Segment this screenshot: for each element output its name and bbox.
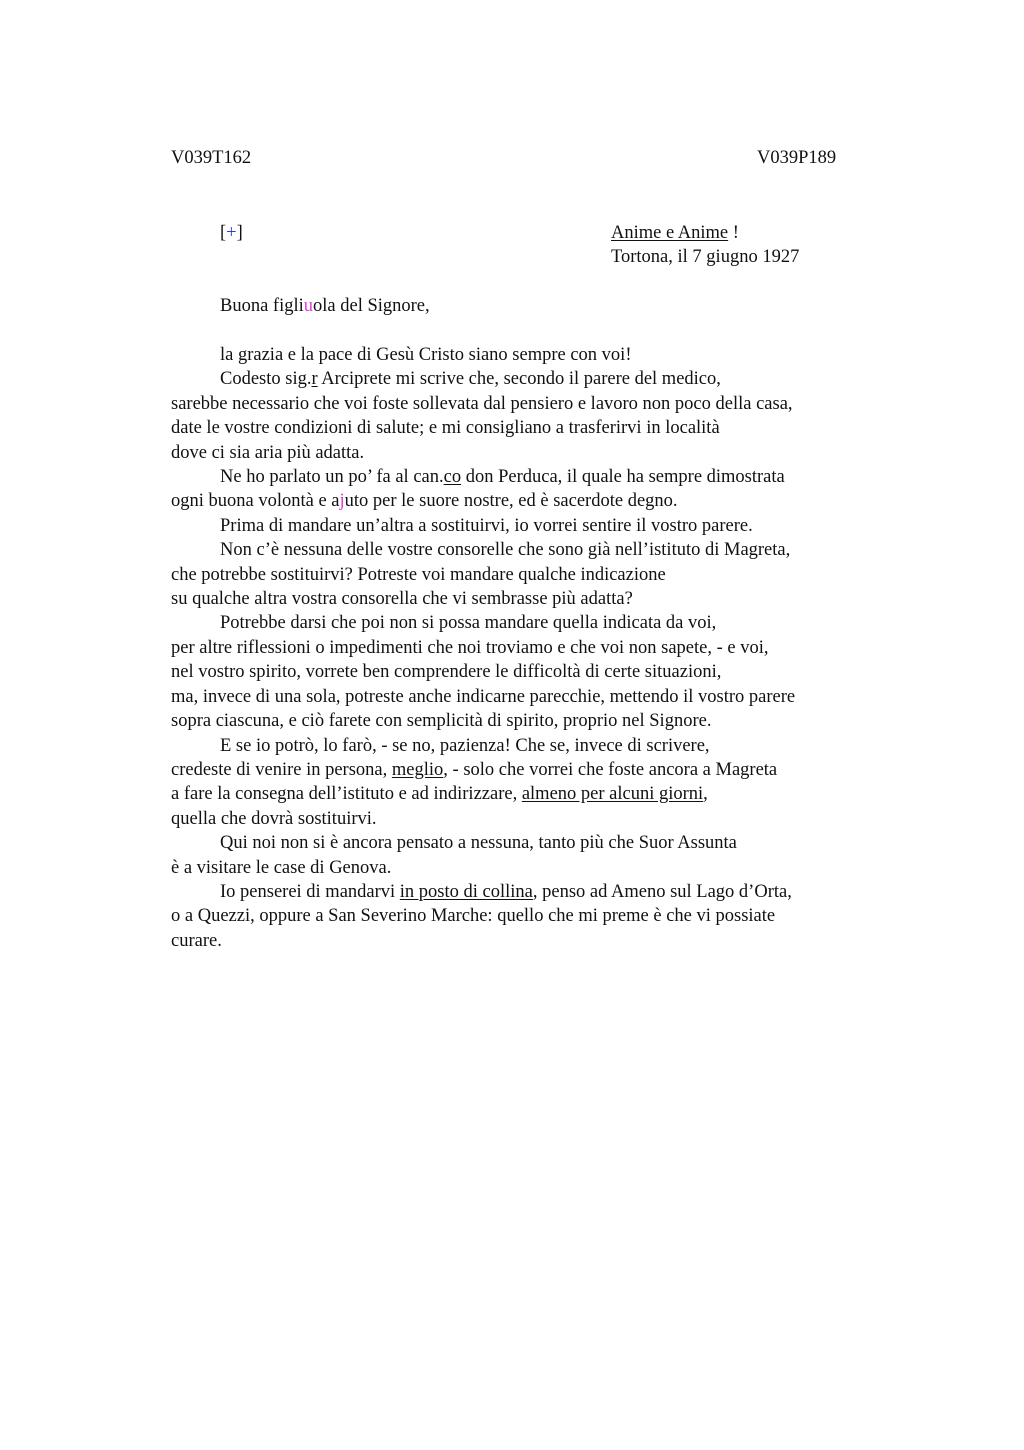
plus-marker <box>220 221 243 245</box>
text-line: date le vostre condizioni di salute; e mi consigliano a trasferirvi in località <box>171 418 720 439</box>
title-suffix: ! <box>728 223 739 243</box>
text-line: o a Quezzi, oppure a San Severino Marche: quello che mi preme è che vi possiate <box>171 906 776 927</box>
text-line: la grazia e la pace di Gesù Cristo siano sempre con voi! <box>220 345 632 365</box>
text-line: sarebbe necessario che voi foste sollevata dal pensiero e lavoro non poco della casa, <box>171 393 793 414</box>
text-line: Io penserei di mandarvi in posto di collina, penso ad Ameno sul Lago d’Orta, <box>220 881 792 902</box>
highlighted-letter: j <box>339 491 345 512</box>
text-line: quella che dovrà sostituirvi. <box>171 808 377 829</box>
text-line: Prima di mandare un’altra a sostituirvi, io vorrei sentire il vostro parere. <box>220 515 753 536</box>
salutation: Buona figliuola del Signore, <box>220 296 430 316</box>
header-right-code: V039P189 <box>757 148 837 168</box>
text-line: Qui noi non si è ancora pensato a nessuna, tanto più che Suor Assunta <box>220 833 737 854</box>
text-line: è a visitare le case di Genova. <box>171 857 392 878</box>
text-line: Ne ho parlato un po’ fa al can.co don Perduca, il quale ha sempre dimostrata <box>220 467 785 488</box>
text-line: E se io potrò, lo farò, - se no, pazienza! Che se, invece di scrivere, <box>220 735 710 756</box>
text-line: ogni buona volontà e ajuto per le suore nostre, ed è sacerdote degno. <box>171 491 678 512</box>
text-line: curare. <box>171 930 222 951</box>
text-line: Non c’è nessuna delle vostre consorelle che sono già nell’istituto di Magreta, <box>220 540 791 561</box>
text-line: credeste di venire in persona, meglio, - solo che vorrei che foste ancora a Magreta <box>171 759 778 780</box>
text-line: Potrebbe darsi che poi non si possa mandare quella indicata da voi, <box>220 613 717 634</box>
plus-icon: + <box>226 223 237 243</box>
title-line <box>611 221 799 245</box>
text-line: su qualche altra vostra consorella che vi sembrasse più adatta? <box>171 589 633 610</box>
highlighted-letter: u <box>303 296 314 316</box>
text-line: per altre riflessioni o impedimenti che noi troviamo e che voi non sapete, - e voi, <box>171 637 769 658</box>
text-line: a fare la consegna dell’istituto e ad indirizzare, almeno per alcuni giorni, <box>171 784 708 805</box>
letter-body <box>171 343 891 953</box>
place-date: Tortona, il 7 giugno 1927 <box>611 247 800 268</box>
text-line: che potrebbe sostituirvi? Potreste voi mandare qualche indicazione <box>171 564 666 585</box>
text-line: Codesto sig.r Arciprete mi scrive che, secondo il parere del medico, <box>220 369 721 390</box>
header-left-code: V039T162 <box>171 148 252 168</box>
letter-title: Anime e Anime <box>611 223 729 243</box>
text-line: nel vostro spirito, vorrete ben comprendere le difficoltà di certe situazioni, <box>171 662 722 683</box>
marker-open: [ <box>220 223 227 243</box>
title-block <box>611 221 799 270</box>
text-line: dove ci sia aria più adatta. <box>171 442 365 463</box>
text-line: ma, invece di una sola, potreste anche indicarne parecchie, mettendo il vostro parere <box>171 686 796 707</box>
marker-close: ] <box>236 223 243 243</box>
text-line: sopra ciascuna, e ciò farete con semplicità di spirito, proprio nel Signore. <box>171 711 712 732</box>
